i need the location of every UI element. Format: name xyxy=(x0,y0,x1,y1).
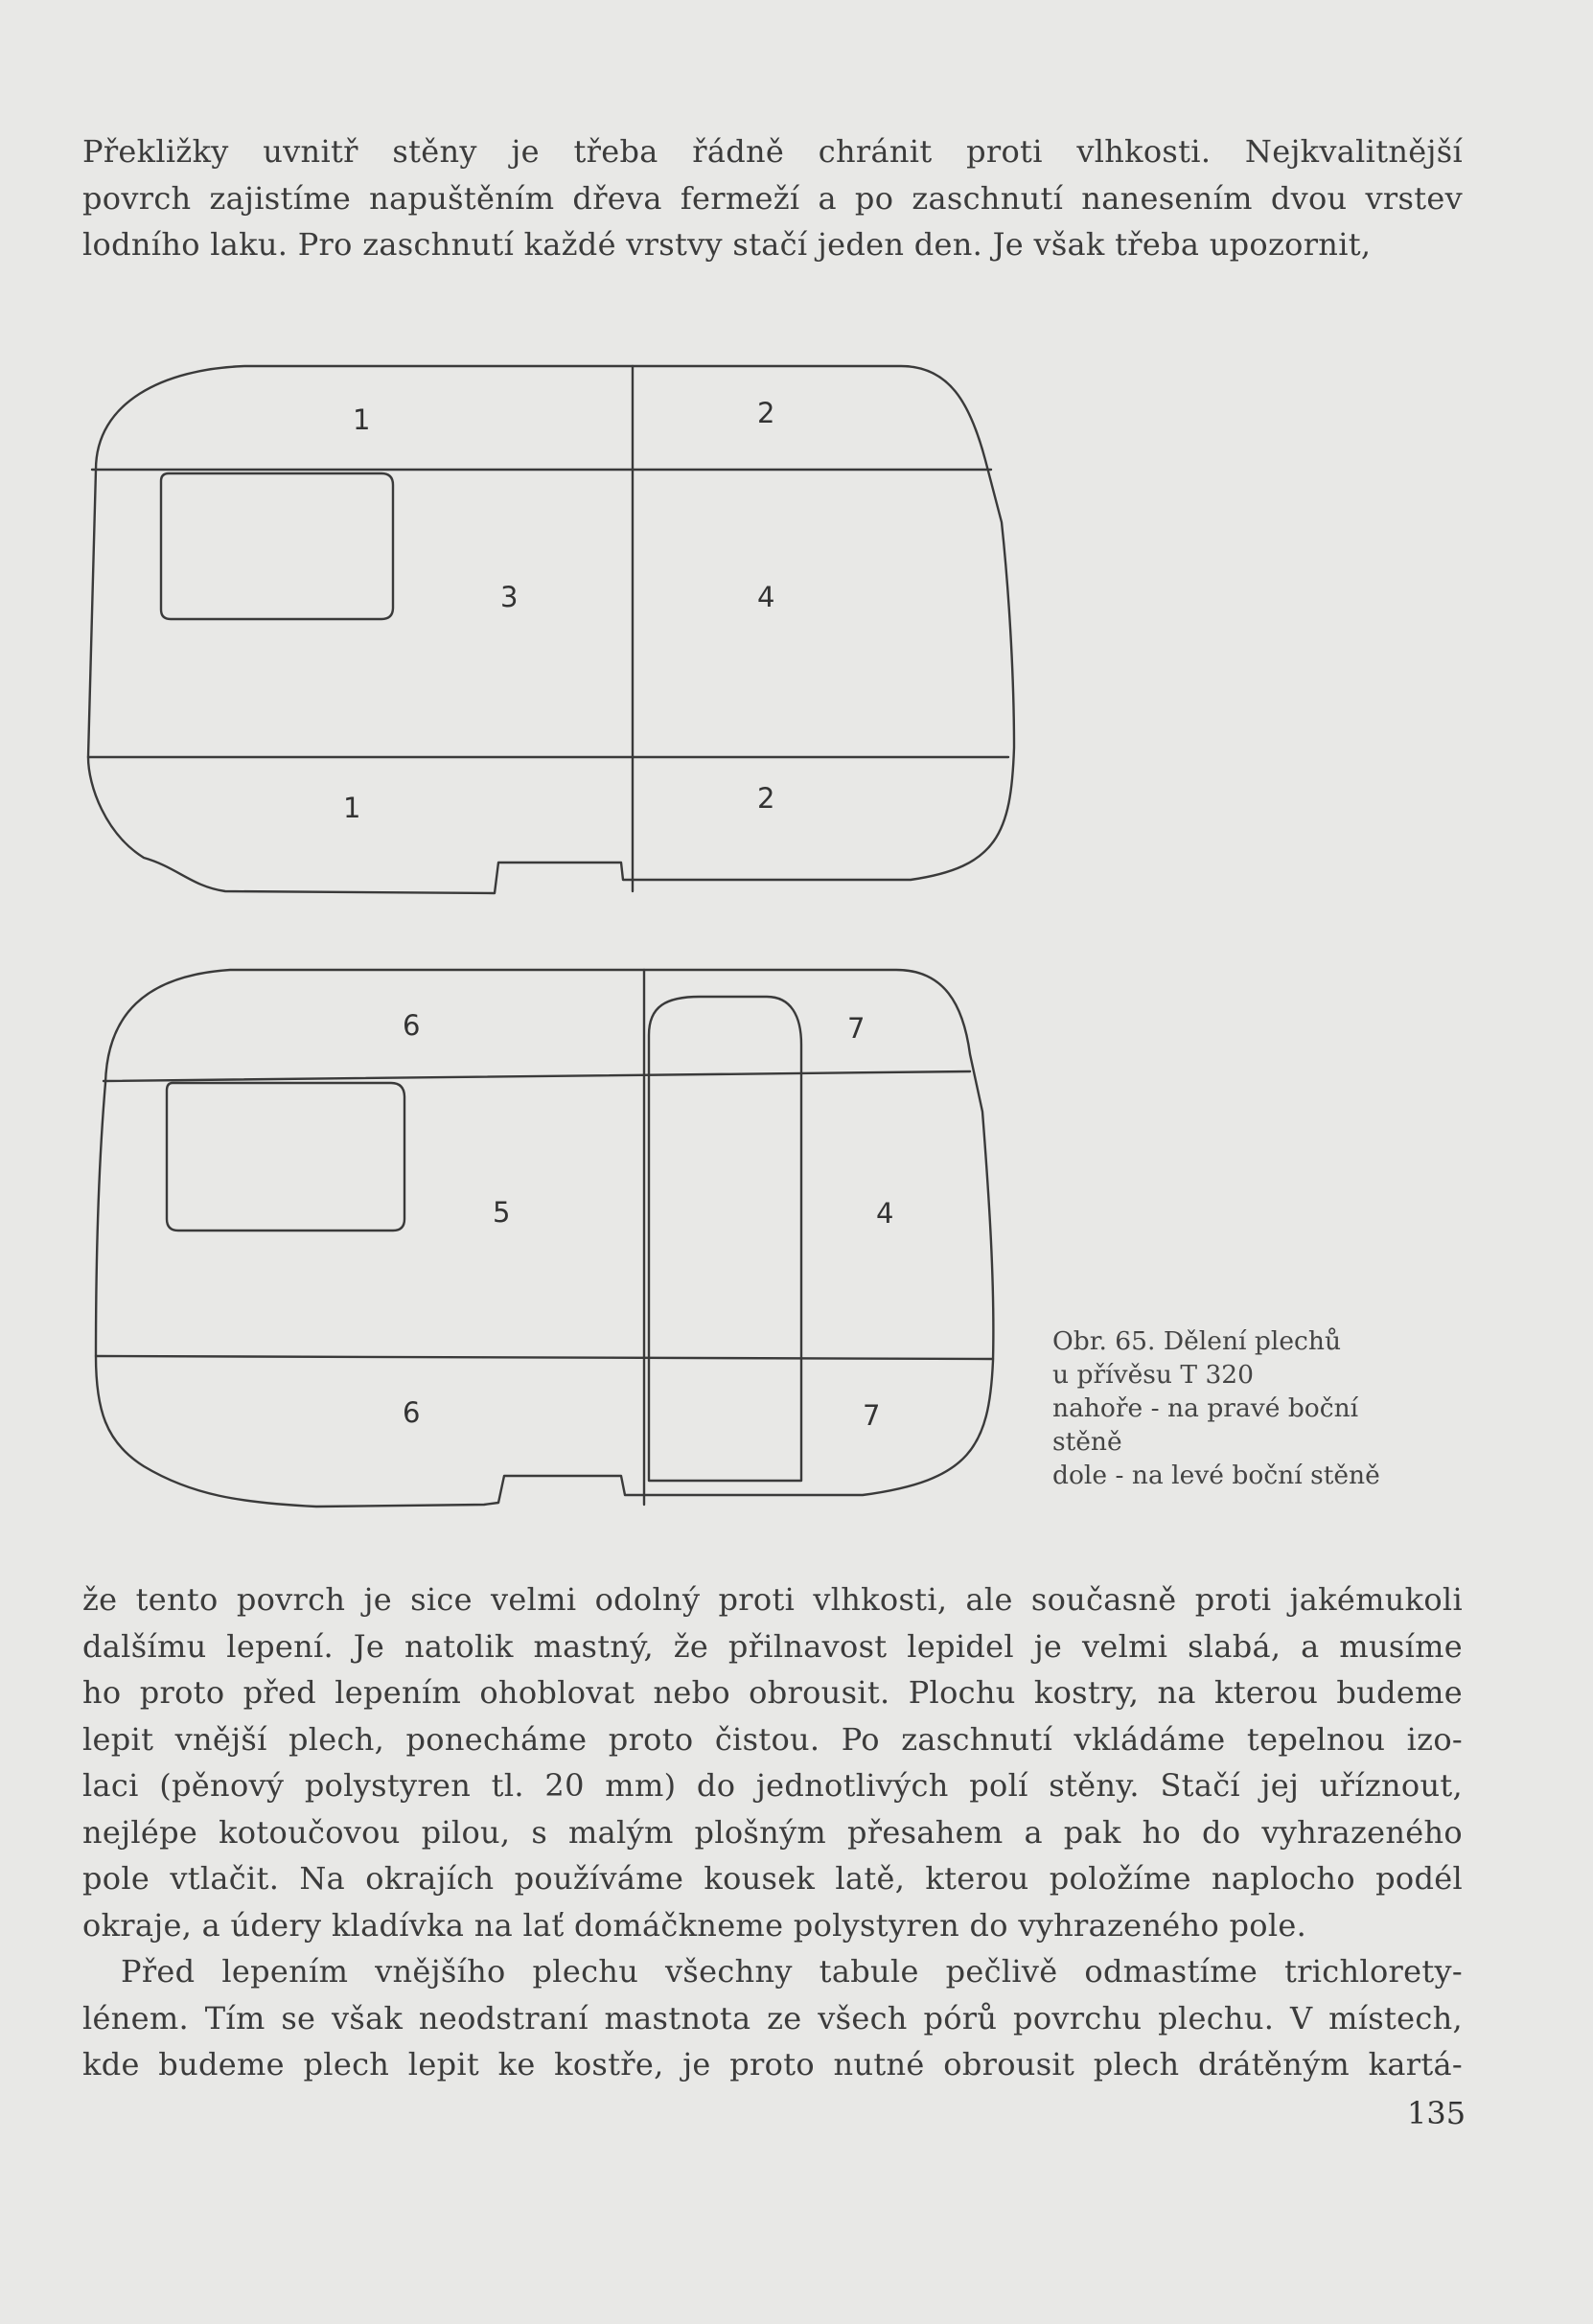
text-line: okraje, a údery kladívka na lať domáčkneme polystyren do vyhrazeného pole. xyxy=(82,1906,1307,1944)
top-panel-window xyxy=(161,473,393,619)
bottom-panel-label: 7 xyxy=(847,1012,866,1045)
text-line: nejlépe kotoučovou pilou, s malým plošným přesahem a pak ho do vyhrazeného xyxy=(82,1813,1463,1851)
bottom-panel-window xyxy=(167,1083,404,1231)
bottom-panel-outline xyxy=(96,970,993,1507)
bottom-panel-label: 4 xyxy=(876,1197,894,1230)
bottom-panel xyxy=(96,970,993,1507)
bottom-panel-label: 7 xyxy=(863,1399,881,1432)
text-line: lepit vnější plech, ponecháme proto čistou. Po zaschnutí vkládáme tepelnou izo- xyxy=(82,1720,1463,1758)
bottom-paragraph xyxy=(82,1576,1463,2088)
page-number: 135 xyxy=(1407,2095,1466,2131)
caption-line: Obr. 65. Dělení plechů xyxy=(1052,1326,1342,1356)
text-line: pole vtlačit. Na okrajích používáme kousek latě, kterou položíme naplocho podél xyxy=(82,1860,1463,1897)
text-line: povrch zajistíme napuštěním dřeva fermeží a po zaschnutí nanesením dvou vrstev xyxy=(82,179,1463,217)
bottom-panel-divider-lower xyxy=(96,1356,993,1359)
top-panel-label: 2 xyxy=(757,397,775,429)
top-panel-outline xyxy=(88,366,1014,893)
top-panel-label: 4 xyxy=(757,581,775,613)
bottom-panel-door xyxy=(649,997,801,1481)
bottom-panel-divider-upper xyxy=(104,1071,970,1081)
caption-line: dole - na levé boční stěně xyxy=(1052,1461,1380,1490)
bottom-panel-label: 6 xyxy=(403,1396,421,1429)
text-line: že tento povrch je sice velmi odolný proti vlhkosti, ale současně proti jakémukoli xyxy=(82,1581,1463,1618)
top-panel-label: 3 xyxy=(500,581,519,613)
text-line: dalšímu lepení. Je natolik mastný, že přilnavost lepidel je velmi slabá, a musíme xyxy=(82,1627,1463,1665)
text-line: Překližky uvnitř stěny je třeba řádně chránit proti vlhkosti. Nejkvalitnější xyxy=(82,133,1463,170)
text-line: Před lepením vnějšího plechu všechny tabule pečlivě odmastíme trichlorety- xyxy=(121,1953,1463,1990)
bottom-panel-label: 6 xyxy=(403,1009,421,1042)
text-line: kde budeme plech lepit ke kostře, je proto nutné obrousit plech drátěným kartá- xyxy=(82,2046,1463,2082)
caption-line: stěně xyxy=(1052,1427,1122,1457)
caption-line: u přívěsu T 320 xyxy=(1052,1360,1255,1390)
top-panel-label: 1 xyxy=(353,403,371,436)
figure-caption xyxy=(1052,1324,1380,1492)
text-line: lénem. Tím se však neodstraní mastnota ze všech pórů povrchu plechu. V místech, xyxy=(82,1999,1463,2036)
text-line: laci (pěnový polystyren tl. 20 mm) do jednotlivých polí stěny. Stačí jej uříznout, xyxy=(82,1767,1463,1804)
top-panel-label: 1 xyxy=(343,792,361,824)
caption-line: nahoře - na pravé boční xyxy=(1052,1393,1359,1423)
top-panel xyxy=(88,366,1014,893)
text-line: lodního laku. Pro zaschnutí každé vrstvy stačí jeden den. Je však třeba upozornit, xyxy=(82,226,1372,263)
bottom-panel-label: 5 xyxy=(493,1196,511,1229)
text-line: ho proto před lepením ohoblovat nebo obrousit. Plochu kostry, na kterou budeme xyxy=(82,1674,1463,1711)
top-panel-label: 2 xyxy=(757,782,775,815)
